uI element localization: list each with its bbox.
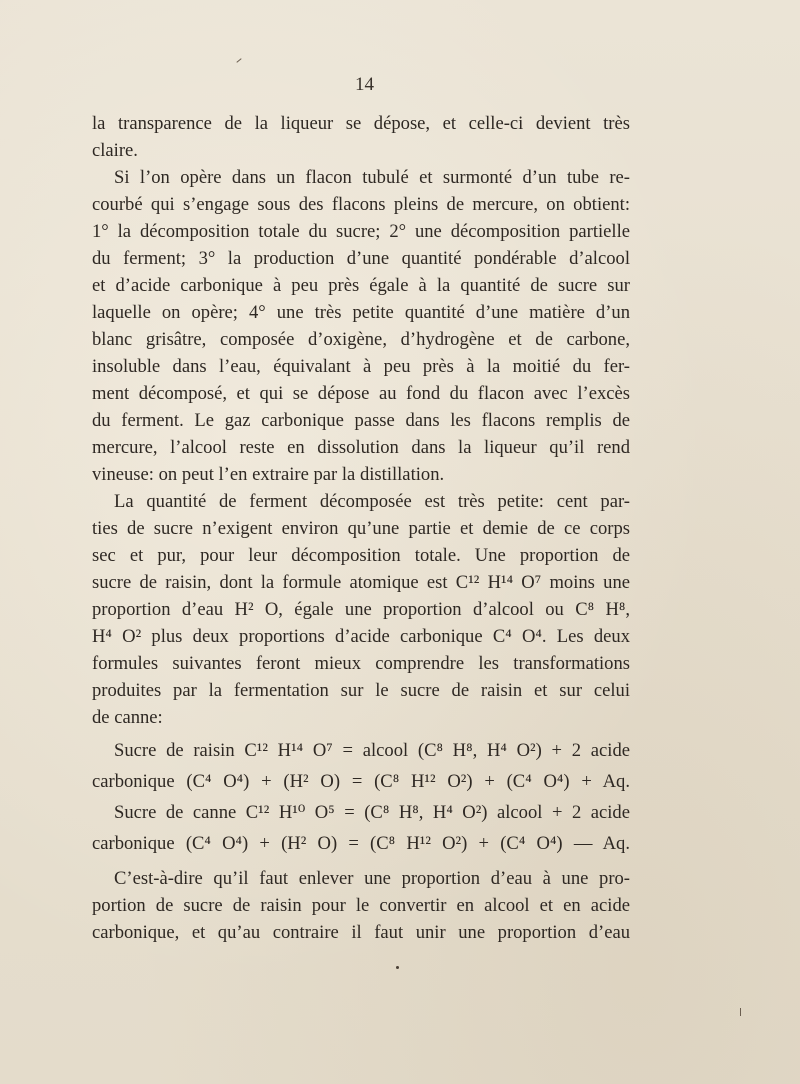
text-line: carbonique, et qu’au contraire il faut unir une proportion d’eau bbox=[92, 922, 630, 943]
ink-speck bbox=[740, 1008, 741, 1016]
text-line: blanc grisâtre, composée d’oxigène, d’hydrogène et de carbone, bbox=[92, 329, 630, 350]
text-line: La quantité de ferment décomposée est très petite: cent par- bbox=[114, 491, 630, 512]
text-line: C’est-à-dire qu’il faut enlever une proportion d’eau à une pro- bbox=[114, 868, 630, 889]
formula-line: carbonique (C⁴ O⁴) + (H² O) = (C⁸ H¹² O²) + (C⁴ O⁴) — Aq. bbox=[92, 833, 630, 854]
text-line: H⁴ O² plus deux proportions d’acide carbonique C⁴ O⁴. Les deux bbox=[92, 626, 630, 647]
text-line: portion de sucre de raisin pour le convertir en alcool et en acide bbox=[92, 895, 630, 916]
text-line: ment décomposé, et qui se dépose au fond du flacon avec l’excès bbox=[92, 383, 630, 404]
ink-speck bbox=[236, 58, 241, 63]
text-line: laquelle on opère; 4° une très petite quantité d’une matière d’un bbox=[92, 302, 630, 323]
text-line: de canne: bbox=[92, 707, 163, 728]
text-line: et d’acide carbonique à peu près égale à la quantité de sucre sur bbox=[92, 275, 630, 296]
ink-dot bbox=[396, 966, 399, 969]
text-line: sucre de raisin, dont la formule atomique est C¹² H¹⁴ O⁷ moins une bbox=[92, 572, 630, 593]
text-line: claire. bbox=[92, 140, 138, 161]
text-line: produites par la fermentation sur le sucre de raisin et sur celui bbox=[92, 680, 630, 701]
text-line: formules suivantes feront mieux comprendre les transformations bbox=[92, 653, 630, 674]
text-line: insoluble dans l’eau, équivalant à peu près à la moitié du fer- bbox=[92, 356, 630, 377]
text-line: du ferment. Le gaz carbonique passe dans les flacons remplis de bbox=[92, 410, 630, 431]
text-line: 1° la décomposition totale du sucre; 2° une décomposition partielle bbox=[92, 221, 630, 242]
formula-line: Sucre de canne C¹² H¹⁰ O⁵ = (C⁸ H⁸, H⁴ O²) alcool + 2 acide bbox=[114, 802, 630, 823]
page-number: 14 bbox=[355, 74, 374, 95]
formula-line: carbonique (C⁴ O⁴) + (H² O) = (C⁸ H¹² O²) + (C⁴ O⁴) + Aq. bbox=[92, 771, 630, 792]
text-line: mercure, l’alcool reste en dissolution dans la liqueur qu’il rend bbox=[92, 437, 630, 458]
text-line: Si l’on opère dans un flacon tubulé et surmonté d’un tube re- bbox=[114, 167, 630, 188]
text-line: sec et pur, pour leur décomposition totale. Une proportion de bbox=[92, 545, 630, 566]
text-line: du ferment; 3° la production d’une quantité pondérable d’alcool bbox=[92, 248, 630, 269]
formula-line: Sucre de raisin C¹² H¹⁴ O⁷ = alcool (C⁸ H⁸, H⁴ O²) + 2 acide bbox=[114, 740, 630, 761]
text-line: la transparence de la liqueur se dépose, et celle-ci devient très bbox=[92, 113, 630, 134]
text-line: courbé qui s’engage sous des flacons pleins de mercure, on obtient: bbox=[92, 194, 630, 215]
text-line: proportion d’eau H² O, égale une proportion d’alcool ou C⁸ H⁸, bbox=[92, 599, 630, 620]
text-line: ties de sucre n’exigent environ qu’une partie et demie de ce corps bbox=[92, 518, 630, 539]
text-line: vineuse: on peut l’en extraire par la distillation. bbox=[92, 464, 445, 485]
